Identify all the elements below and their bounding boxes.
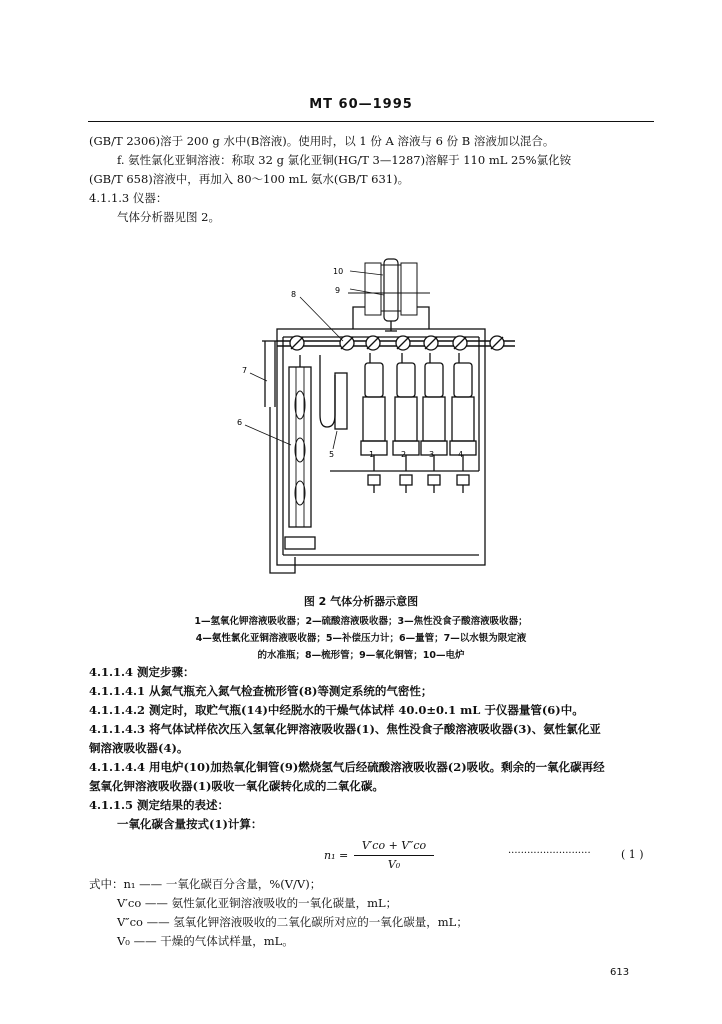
callout-3: 3: [429, 450, 435, 459]
text-line: (GB/T 658)溶液中，再加入 80～100 mL 氨水(GB/T 631)。: [89, 172, 410, 186]
callout-4: 4: [458, 450, 464, 459]
callout-2: 2: [401, 450, 407, 459]
step-line: 氢氧化钾溶液吸收器(1)吸收一氧化碳转化成的二氧化碳。: [89, 779, 384, 793]
section-heading: 4.1.1.3 仪器：: [89, 191, 168, 205]
section-heading: 4.1.1.5 测定结果的表述：: [89, 798, 230, 812]
callout-5: 5: [329, 450, 335, 459]
figure-legend: 的水准瓶；8—梳形管；9—氧化铜管；10—电炉: [257, 650, 465, 661]
step-line: 一氧化碳含量按式(1)计算：: [117, 817, 263, 831]
running-header: MT 60—1995: [309, 97, 413, 112]
page-number: 613: [610, 967, 630, 978]
definition-line: 式中：n₁ —— 一氧化碳百分含量，%(V/V)；: [89, 877, 322, 891]
leader-dots: ··························: [508, 848, 591, 859]
figure-legend: 1—氢氧化钾溶液吸收器；2—硫酸溶液吸收器；3—焦性没食子酸溶液吸收器；: [194, 616, 528, 627]
step-line: 4.1.1.4.3 将气体试样依次压入氢氧化钾溶液吸收器(1)、焦性没食子酸溶液吸收器(3)、氨性氯化亚: [89, 722, 601, 736]
header-rule: [88, 121, 654, 122]
callout-7: 7: [242, 366, 248, 375]
formula-numerator: V′co + V″co: [361, 839, 427, 852]
text-line: (GB/T 2306)溶于 200 g 水中(B溶液)。使用时，以 1 份 A 溶液与 6 份 B 溶液加以混合。: [89, 134, 555, 148]
formula-denominator: V₀: [387, 858, 401, 871]
text-line: 气体分析器见图 2。: [117, 210, 220, 224]
callout-10: 10: [333, 267, 344, 276]
step-line: 4.1.1.4.1 从氮气瓶充入氮气检查梳形管(8)等测定系统的气密性；: [89, 684, 433, 698]
figure-legend: 4—氨性氯化亚铜溶液吸收器；5—补偿压力计；6—量管；7—以水银为限定液: [195, 633, 527, 644]
step-line: 4.1.1.4.2 测定时，取贮气瓶(14)中经脱水的干燥气体试样 40.0±0.1 mL 于仪器量管(6)中。: [89, 703, 584, 717]
fraction-bar: [354, 855, 434, 856]
formula-lhs: n₁ =: [324, 849, 349, 862]
section-heading: 4.1.1.4 测定步骤：: [89, 665, 195, 679]
figure-caption: 图 2 气体分析器示意图: [303, 595, 419, 608]
text-line: f. 氨性氯化亚铜溶液：称取 32 g 氯化亚铜(HG/T 3—1287)溶解于 110 mL 25%氯化铵: [117, 153, 572, 167]
callout-6: 6: [237, 418, 243, 427]
definition-line: V′co —— 氨性氯化亚铜溶液吸收的一氧化碳量，mL；: [117, 896, 398, 910]
step-line: 铜溶液吸收器(4)。: [89, 741, 189, 755]
callout-9: 9: [335, 286, 341, 295]
step-line: 4.1.1.4.4 用电炉(10)加热氧化铜管(9)燃烧氢气后经硫酸溶液吸收器(2)吸收。剩余的一氧化碳再经: [89, 760, 605, 774]
callout-8: 8: [291, 290, 297, 299]
gas-analyzer-figure: [225, 255, 525, 585]
equation-number: ( 1 ): [621, 848, 644, 861]
definition-line: V″co —— 氢氧化钾溶液吸收的二氧化碳所对应的一氧化碳量，mL；: [117, 915, 468, 929]
definition-line: V₀ —— 干燥的气体试样量，mL。: [117, 934, 294, 948]
callout-1: 1: [369, 450, 375, 459]
